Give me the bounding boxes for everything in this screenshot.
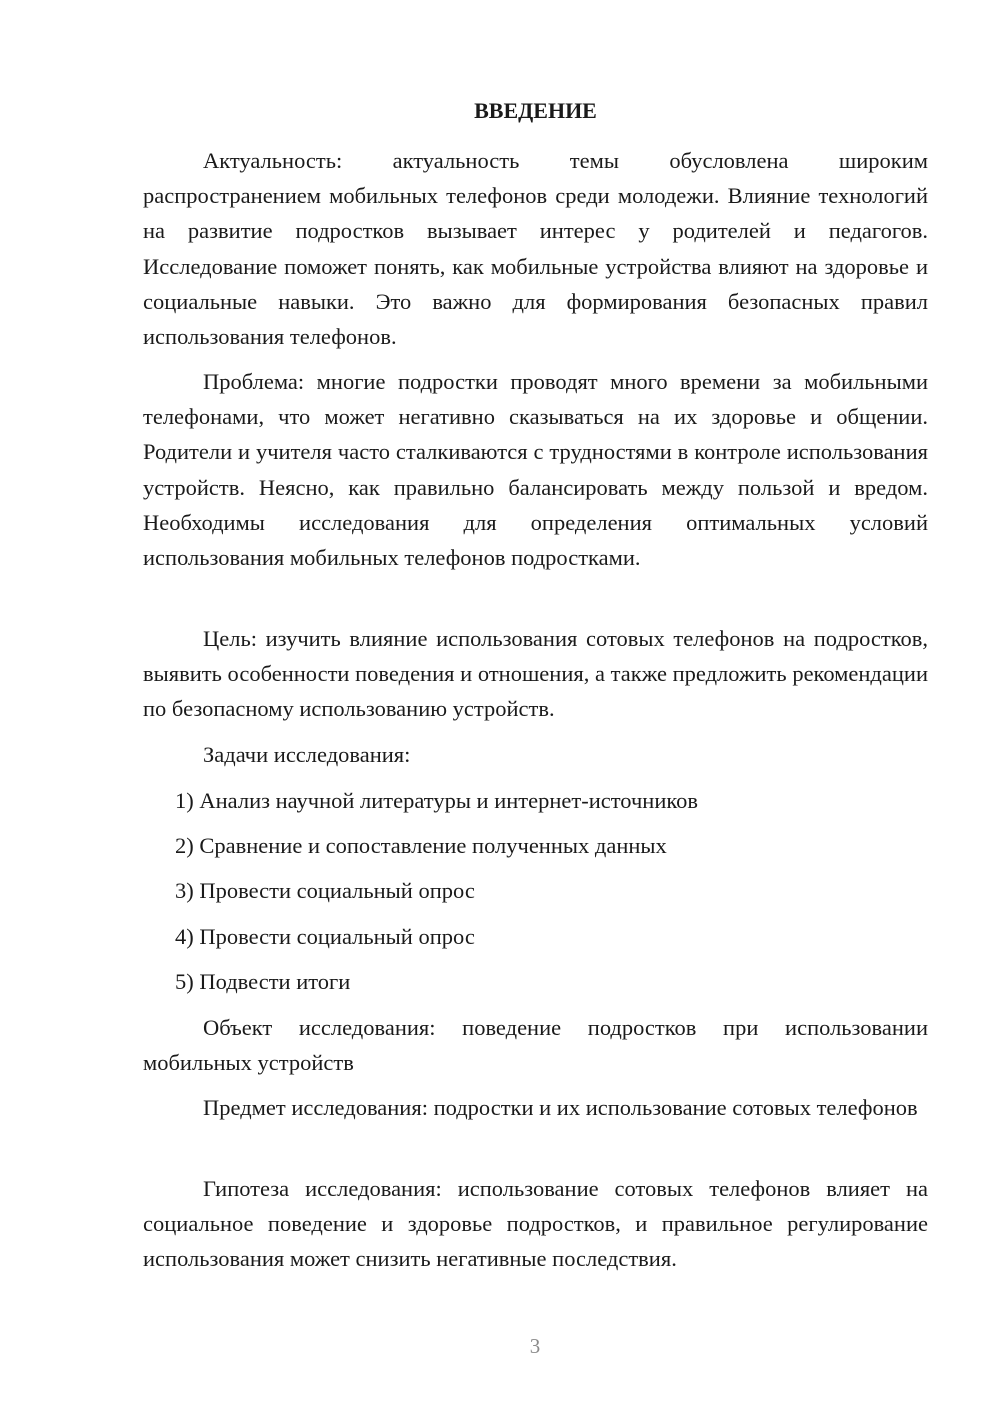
task-number: 1): [175, 788, 194, 813]
task-number: 4): [175, 924, 194, 949]
task-number: 2): [175, 833, 194, 858]
object-paragraph: Объект исследования: поведение подростков при использовании мобильных устройств: [143, 1015, 928, 1076]
task-list-item: [175, 964, 928, 999]
task-number: 3): [175, 878, 194, 903]
relevance-paragraph: Актуальность: актуальность темы обусловлена широким распространением мобильных телефонов среди молодежи. Влияние технологий на развитие подростков вызывает интерес у родителей и педагогов. Исследование поможет понять, как мобильные устройства влияют на здоровье и социальные навыки. Это важно для формирования безопасных правил использования телефонов.: [143, 148, 928, 350]
task-list-item: [175, 919, 928, 954]
task-text: Провести социальный опрос: [199, 878, 475, 903]
task-text: Подвести итоги: [199, 969, 351, 994]
task-list-item: [175, 783, 928, 818]
subject-paragraph: Предмет исследования: подростки и их использование сотовых телефонов: [203, 1095, 918, 1120]
task-number: 5): [175, 969, 194, 994]
task-text: Сравнение и сопоставление полученных данных: [199, 833, 667, 858]
task-text: Провести социальный опрос: [199, 924, 475, 949]
problem-paragraph: Проблема: многие подростки проводят много времени за мобильными телефонами, что может негативно сказываться на их здоровье и общении. Родители и учителя часто сталкиваются с трудностями в контроле использования устройств. Неясно, как правильно балансировать между пользой и вредом. Необходимы исследования для определения оптимальных условий использования мобильных телефонов подростками.: [143, 369, 928, 571]
section-heading: ВВЕДЕНИЕ: [474, 98, 597, 123]
goal-paragraph: Цель: изучить влияние использования сотовых телефонов на подростков, выявить особенности поведения и отношения, а также предложить рекомендации по безопасному использованию устройств.: [143, 626, 928, 722]
task-list-item: [175, 873, 928, 908]
hypothesis-paragraph: Гипотеза исследования: использование сотовых телефонов влияет на социальное поведение и здоровье подростков, и правильное регулирование использования может снизить негативные последствия.: [143, 1176, 928, 1272]
task-text: Анализ научной литературы и интернет-источников: [199, 788, 699, 813]
page-number: 3: [529, 1334, 541, 1358]
tasks-label: Задачи исследования:: [203, 742, 411, 767]
task-list-item: [175, 828, 928, 863]
